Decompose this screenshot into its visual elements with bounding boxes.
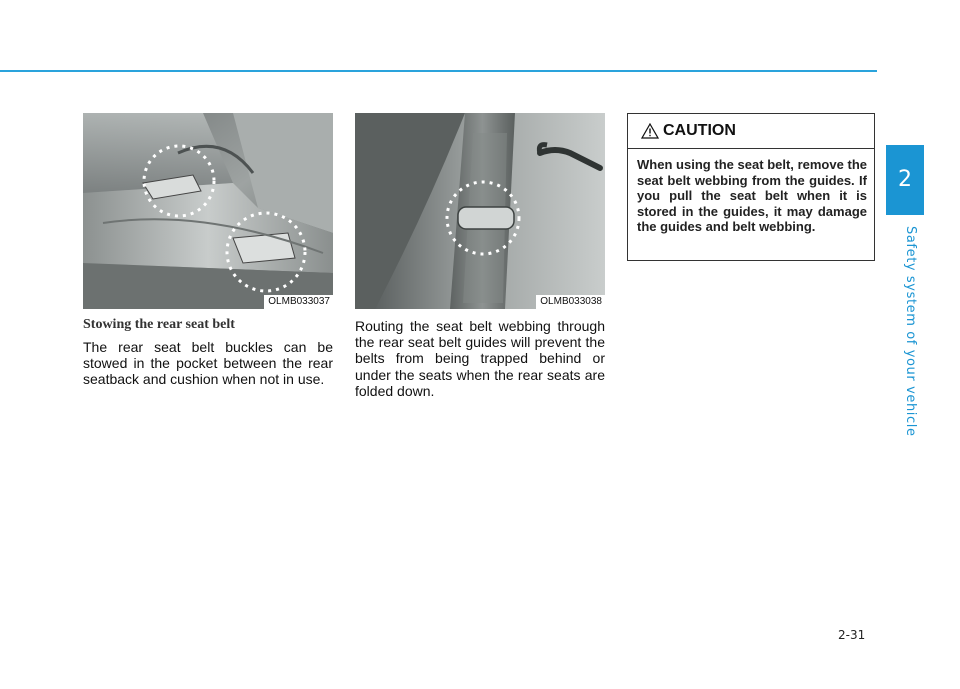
figure-code: OLMB033038 [536,295,605,309]
belt-guide-illustration [355,113,605,309]
section-heading: Stowing the rear seat belt [83,317,235,332]
paragraph-stowing: The rear seat belt buckles can be stowed in the pocket between the rear seatback and cushion when not in use. [83,339,333,388]
warning-triangle-icon [641,123,659,139]
seat-buckles-illustration [83,113,333,309]
caution-text: When using the seat belt, remove the seat belt webbing from the guides. If you pull the seat belt when it is stored in the guides, it may damage the guides and belt webbing. [637,157,867,234]
chapter-tab [886,145,924,215]
caution-box [627,113,875,261]
figure-seat-belt-guide [355,113,605,309]
page-number: 2-31 [838,628,866,642]
figure-code: OLMB033037 [264,295,333,309]
header-rule [0,70,877,72]
caution-label: CAUTION [663,122,736,139]
caution-header [628,114,874,149]
figure-rear-seat-buckles [83,113,333,309]
chapter-title: Safety system of your vehicle [903,226,918,437]
chapter-number: 2 [898,167,912,192]
paragraph-routing: Routing the seat belt webbing through the rear seat belt guides will prevent the belts from being trapped behind or under the seats when the rear seats are folded down. [355,318,605,399]
